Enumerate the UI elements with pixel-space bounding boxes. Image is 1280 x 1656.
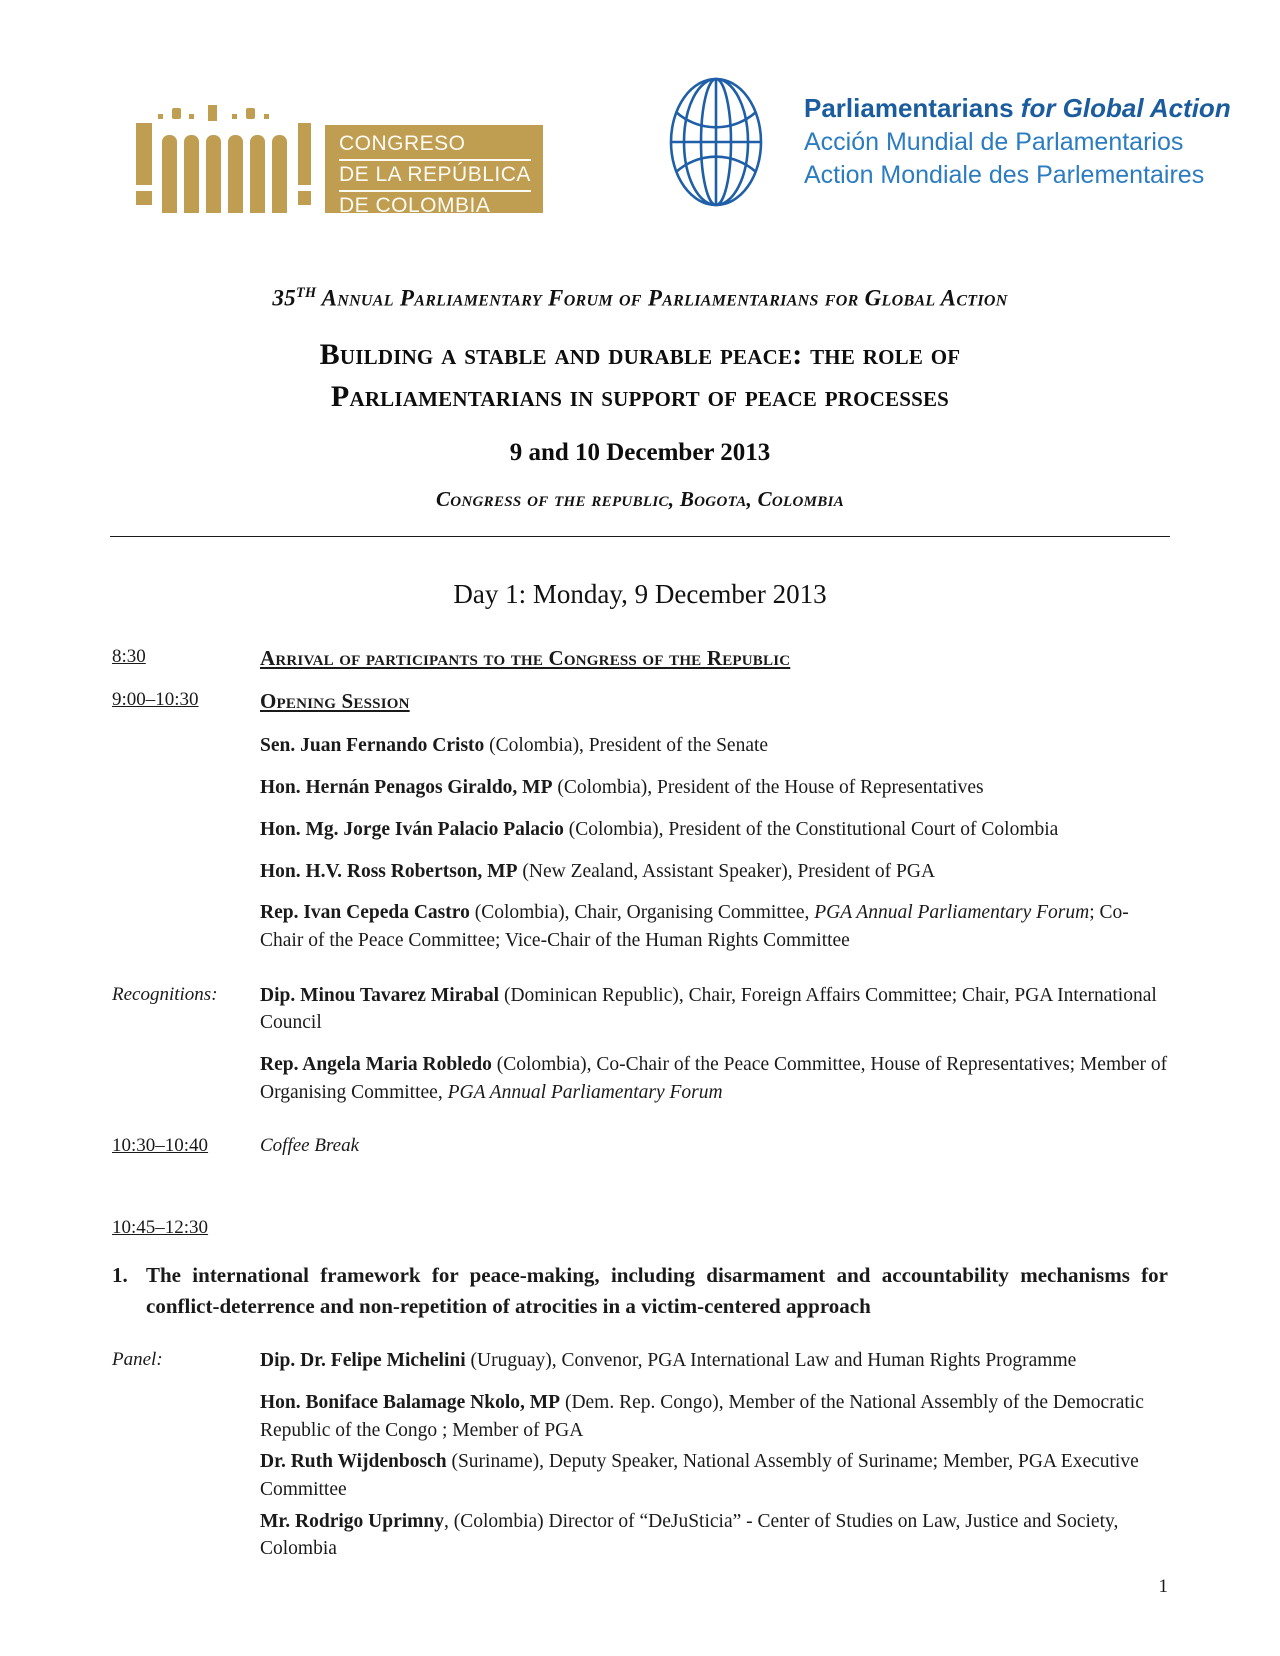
schedule-row-opening [112, 687, 1168, 969]
congreso-capitol-icon [136, 113, 321, 213]
title-block [0, 285, 1280, 537]
pga-line-spanish: Acción Mundial de Parlamentarios [804, 128, 1184, 157]
schedule-row-arrival [112, 644, 1168, 674]
congreso-line-1: CONGRESO [339, 131, 531, 161]
parliamentarians-for-global-action-logo [598, 72, 1231, 212]
schedule-spacer [112, 1173, 1168, 1215]
speaker-entry-cepeda: Rep. Ivan Cepeda Castro (Colombia), Chair, Organising Committee, PGA Annual Parliamentary Forum; Co-Chair of the Peace Committee; Vice-Chair of the Human Rights Committee [260, 902, 1129, 951]
panel-block [112, 1347, 1168, 1567]
schedule-row-recognitions [112, 982, 1168, 1121]
opening-session-heading: Opening Session [260, 688, 410, 713]
schedule-row-coffee-break [112, 1133, 1168, 1160]
coffee-break-label: Coffee Break [260, 1135, 360, 1157]
header-logo-band [0, 0, 1280, 215]
recognition-entry: Rep. Angela Maria Robledo (Colombia), Co-Chair of the Peace Committee, House of Representatives; Member of Organising Committee, PGA Annual Parliamentary Forum [260, 1053, 1168, 1103]
header-divider [110, 536, 1170, 537]
coffee-break-time: 10:30–10:40 [112, 1135, 209, 1157]
page-title [0, 334, 1280, 419]
arrival-heading: Arrival of participants to the Congress of the Republic [260, 645, 791, 670]
speaker-entry: Sen. Juan Fernando Cristo (Colombia), President of the Senate [260, 735, 769, 757]
arrival-time: 8:30 [112, 645, 146, 667]
panel-label: Panel: [112, 1349, 163, 1371]
forum-subtitle: 35TH Annual Parliamentary Forum of Parliamentarians for Global Action [272, 285, 1008, 311]
event-dates: 9 and 10 December 2013 [509, 438, 771, 466]
panelist-entry: Mr. Rodrigo Uprimny, (Colombia) Director of “DeJuSticia” - Center of Studies on Law, Justice and Society, Colombia [260, 1510, 1119, 1560]
opening-time: 9:00–10:30 [112, 688, 199, 710]
event-venue: Congress of the republic, Bogota, Colombia [435, 486, 845, 511]
day-heading: Day 1: Monday, 9 December 2013 [453, 578, 827, 609]
recognitions-label: Recognitions: [112, 983, 218, 1005]
speaker-entry: Hon. Hernán Penagos Giraldo, MP (Colombia), President of the House of Representatives [260, 777, 984, 799]
recognition-entry: Dip. Minou Tavarez Mirabal (Dominican Republic), Chair, Foreign Affairs Committee; Chair, PGA International Council [260, 984, 1157, 1034]
session-one-heading [112, 1260, 1168, 1321]
schedule-row-panel [112, 1347, 1168, 1567]
congreso-line-3: DE COLOMBIA [339, 193, 491, 217]
congreso-de-la-republica-de-colombia-logo [136, 108, 543, 217]
pga-line-french: Action Mondiale des Parlementaires [804, 161, 1205, 190]
session-one-time: 10:45–12:30 [112, 1217, 209, 1239]
congreso-wordmark [325, 125, 543, 217]
pga-line-english: Parliamentarians for Global Action [804, 93, 1231, 124]
speaker-entry: Hon. Mg. Jorge Iván Palacio Palacio (Colombia), President of the Constitutional Court of Colombia [260, 818, 1059, 840]
session-one-number: 1. [112, 1263, 128, 1288]
session-one-title: The international framework for peace-making, including disarmament and accountability mechanisms for conflict-deterrence and non-repetition of atrocities in a victim-centered approach [146, 1263, 1168, 1318]
page-title-line-1: Building a stable and durable peace: the role of [319, 337, 961, 371]
pga-wordmark [804, 91, 1231, 192]
speaker-entry: Hon. H.V. Ross Robertson, MP (New Zealand, Assistant Speaker), President of PGA [260, 860, 936, 882]
globe-icon [598, 72, 798, 212]
schedule-list [112, 644, 1168, 1242]
page-title-line-2: Parliamentarians in support of peace processes [330, 380, 950, 414]
panelist-entry: Hon. Boniface Balamage Nkolo, MP (Dem. Rep. Congo), Member of the National Assembly of the Democratic Republic of the Congo ; Member of PGA [260, 1391, 1144, 1441]
schedule-row-session-one-time [112, 1215, 1168, 1242]
panelist-entry: Dr. Ruth Wijdenbosch (Suriname), Deputy Speaker, National Assembly of Suriname; Member, PGA Executive Committee [260, 1451, 1139, 1500]
congreso-line-2: DE LA REPÚBLICA [339, 161, 531, 192]
page-number: 1 [1158, 1576, 1168, 1597]
panelist-entry: Dip. Dr. Felipe Michelini (Uruguay), Convenor, PGA International Law and Human Rights Programme [260, 1350, 1077, 1372]
